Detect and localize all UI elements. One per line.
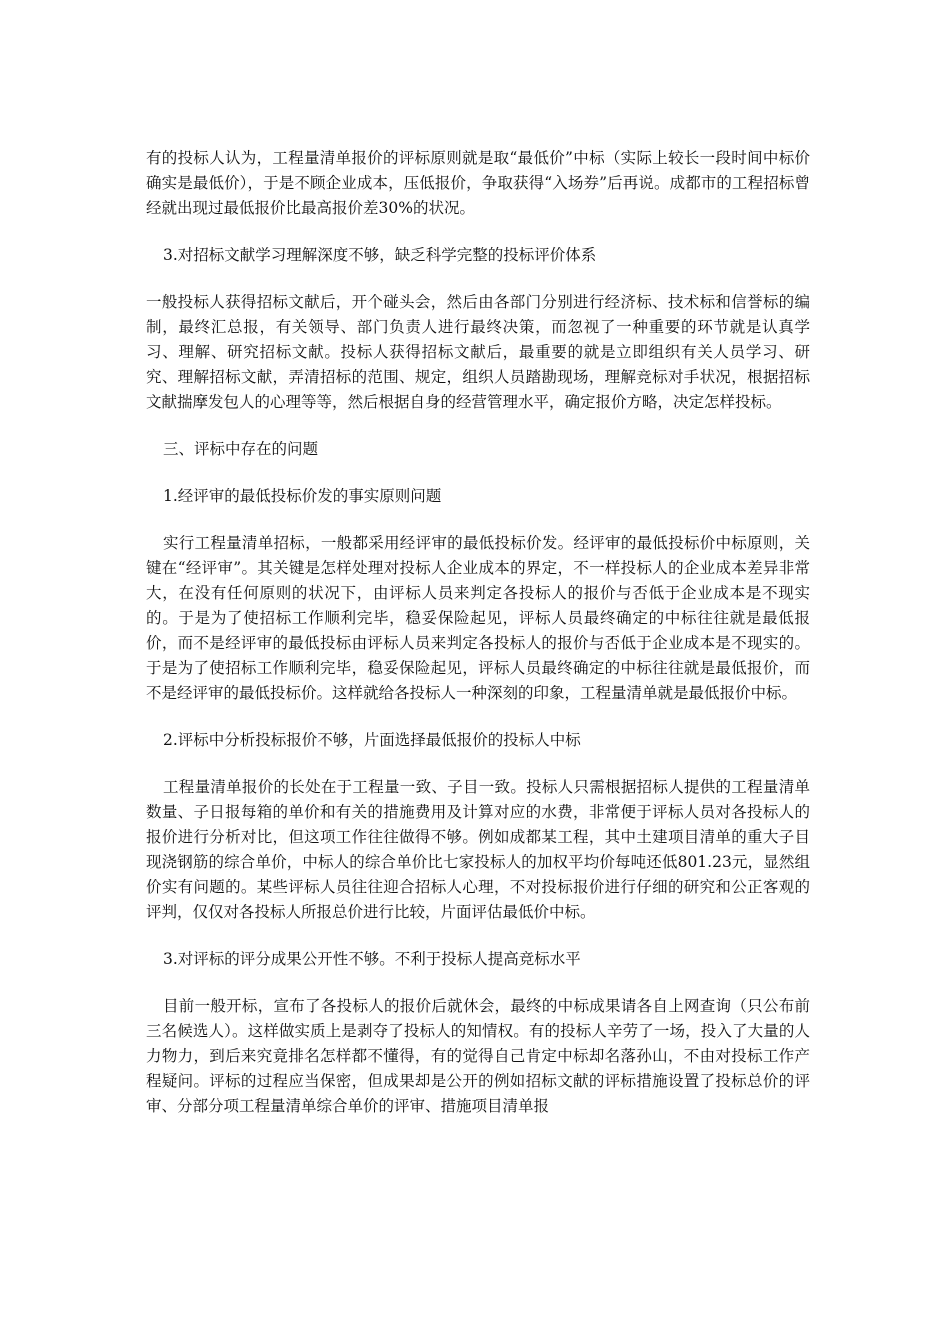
paragraph-gap bbox=[146, 925, 810, 947]
paragraph-gap bbox=[146, 415, 810, 437]
paragraph-gap bbox=[146, 706, 810, 728]
paragraph-5: 目前一般开标，宣布了各投标人的报价后就休会，最终的中标成果请各自上网查询（只公布前三名候选人）。这样做实质上是剥夺了投标人的知情权。有的投标人辛劳了一场，投入了大量的人力物力，到后来究竟排名怎样都不懂得，有的觉得自己肯定中标却名落孙山，不由对投标工作产程疑问。评标的过程应当保密，但成果却是公开的例如招标文献的评标措施设置了投标总价的评审、分部分项工程量清单综合单价的评审、措施项目清单报 bbox=[146, 997, 810, 1115]
section-heading-3b: 3.对评标的评分成果公开性不够。不利于投标人提高竞标水平 bbox=[163, 950, 581, 968]
section-heading-3: 3.对招标文献学习理解深度不够，缺乏科学完整的投标评价体系 bbox=[163, 246, 597, 264]
paragraph-gap bbox=[146, 462, 810, 484]
paragraph-gap bbox=[146, 972, 810, 994]
paragraph-gap bbox=[146, 509, 810, 531]
paragraph-gap bbox=[146, 268, 810, 290]
paragraph-2: 一般投标人获得招标文献后，开个碰头会，然后由各部门分别进行经济标、技术标和信誉标的编制，最终汇总报，有关领导、部门负责人进行最终决策，而忽视了一种重要的环节就是认真学习、理解、研究招标文献。投标人获得招标文献后，最重要的就是立即组织有关人员学习、研究、理解招标文献，弄清招标的范围、规定，组织人员踏勘现场，理解竞标对手状况，根据招标文献揣摩发包人的心理等等，然后根据自身的经营管理水平，确定报价方略，决定怎样投标。 bbox=[146, 293, 810, 411]
document-page bbox=[146, 146, 810, 1119]
section-heading-1: 1.经评审的最低投标价发的事实原则问题 bbox=[163, 487, 442, 505]
section-heading-2: 2.评标中分析投标报价不够，片面选择最低报价的投标人中标 bbox=[163, 731, 581, 749]
chapter-heading-3: 三、评标中存在的问题 bbox=[163, 440, 319, 458]
paragraph-4: 工程量清单报价的长处在于工程量一致、子目一致。投标人只需根据招标人提供的工程量清单数量、子日报每箱的单价和有关的措施费用及计算对应的水费，非常便于评标人员对各投标人的报价进行分析对比，但这项工作往往做得不够。例如成都某工程，其中土建项目清单的重大子目现浇钢筋的综合单价，中标人的综合单价比七家投标人的加权平均价每吨还低801.23元，显然组价实有问题的。某些评标人员往往迎合招标人心理，不对投标报价进行仔细的研究和公正客观的评判，仅仅对各投标人所报总价进行比较，片面评估最低价中标。 bbox=[146, 778, 810, 921]
paragraph-gap bbox=[146, 753, 810, 775]
paragraph-1: 有的投标人认为，工程量清单报价的评标原则就是取“最低价”中标（实际上较长一段时间中标价确实是最低价），于是不顾企业成本，压低报价，争取获得“入场券”后再说。成都市的工程招标曾经就出现过最低报价比最高报价差30%的状况。 bbox=[146, 149, 810, 217]
paragraph-gap bbox=[146, 221, 810, 243]
paragraph-3: 实行工程量清单招标，一般都采用经评审的最低投标价发。经评审的最低投标价中标原则，关键在“经评审”。其关键是怎样处理对投标人企业成本的界定，不一样投标人的企业成本差异非常大，在没有任何原则的状况下，由评标人员来判定各投标人的报价与否低于企业成本是不现实的。于是为了使招标工作顺利完毕，稳妥保险起见，评标人员最终确定的中标往往就是最低报价，而不是经评审的最低投标由评标人员来判定各投标人的报价与否低于企业成本是不现实的。于是为了使招标工作顺利完毕，稳妥保险起见，评标人员最终确定的中标往往就是最低报价，而不是经评审的最低投标价。这样就给各投标人一种深刻的印象，工程量清单就是最低报价中标。 bbox=[146, 534, 810, 702]
